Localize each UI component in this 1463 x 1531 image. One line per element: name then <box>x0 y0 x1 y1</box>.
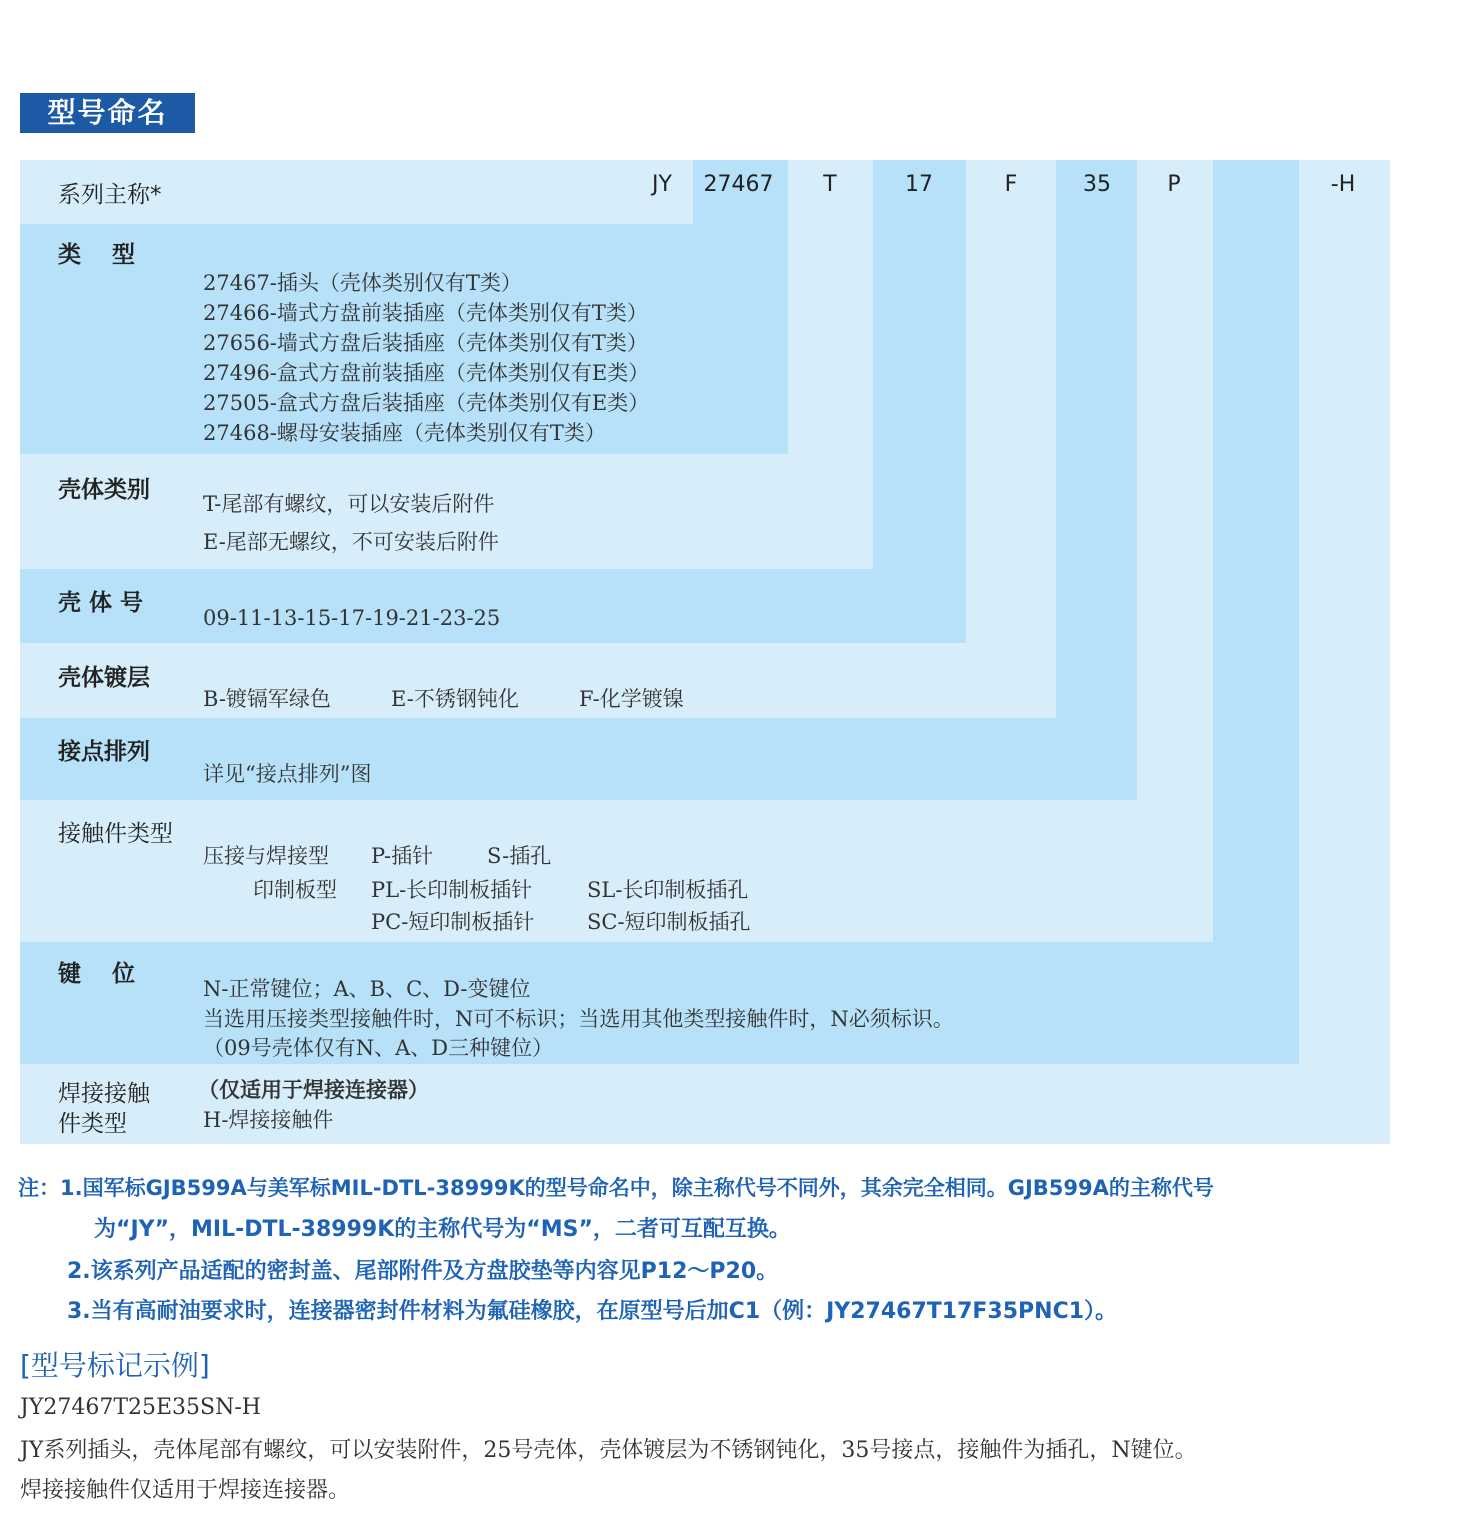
type-line: 27505-盒式方盘后装插座（壳体类别仅有E类） <box>203 391 650 415</box>
contact-option: PL-长印制板插针 <box>371 878 533 902</box>
code-type: 27467 <box>703 172 774 197</box>
solder-line: （仅适用于焊接连接器） <box>198 1078 429 1102</box>
type-line: 27467-插头（壳体类别仅有T类） <box>203 271 522 295</box>
contact-option: PC-短印制板插针 <box>371 910 535 934</box>
contact-label: 压接与焊接型 <box>203 844 329 868</box>
shell-class-line: T-尾部有螺纹，可以安装后附件 <box>203 492 495 516</box>
contact-option: SC-短印制板插孔 <box>587 910 751 934</box>
section-arrangement <box>20 718 1137 800</box>
shell-class-line: E-尾部无螺纹，不可安装后附件 <box>203 530 499 554</box>
strip-key <box>1213 224 1299 942</box>
contact-option: SL-长印制板插孔 <box>587 878 749 902</box>
code-solder: -H <box>1330 172 1356 197</box>
page-title: 型号命名 <box>20 93 195 133</box>
note-line: 2.该系列产品适配的密封盖、尾部附件及方盘胶垫等内容见P12～P20。 <box>67 1259 779 1284</box>
section-plating <box>20 643 1056 718</box>
contact-option: S-插孔 <box>487 844 552 868</box>
type-line: 27656-墙式方盘后装插座（壳体类别仅有T类） <box>203 331 648 355</box>
strip-contact <box>1137 224 1213 800</box>
note-line: 3.当有高耐油要求时，连接器密封件材料为氟硅橡胶，在原型号后加C1（例：JY27467T17F35PNC1）。 <box>67 1299 1118 1324</box>
strip-arrangement <box>1056 224 1137 718</box>
code-arrangement: 35 <box>1083 172 1111 197</box>
shell-size-heading: 壳 体 号 <box>58 590 144 616</box>
strip-solder <box>1299 224 1390 1064</box>
key-heading: 键 位 <box>58 961 136 987</box>
solder-heading: 件类型 <box>58 1111 127 1137</box>
type-line: 27496-盒式方盘前装插座（壳体类别仅有E类） <box>203 361 650 385</box>
strip-shell-class <box>788 224 873 454</box>
strip-shell-size <box>873 224 966 569</box>
key-line: （09号壳体仅有N、A、D三种键位） <box>203 1036 554 1060</box>
contact-option: P-插针 <box>371 844 434 868</box>
shell-class-heading: 壳体类别 <box>58 477 150 503</box>
shell-size-line: 09-11-13-15-17-19-21-23-25 <box>203 606 501 630</box>
type-line: 27466-墙式方盘前装插座（壳体类别仅有T类） <box>203 301 648 325</box>
example-title: [型号标记示例] <box>20 1349 210 1382</box>
code-contact: P <box>1167 172 1181 197</box>
arrangement-line: 详见“接点排列”图 <box>203 762 372 786</box>
plating-heading: 壳体镀层 <box>58 665 150 691</box>
header-band-key <box>1213 160 1299 224</box>
strip-plating <box>966 224 1056 643</box>
contact-label: 印制板型 <box>253 878 337 902</box>
code-shell-class: T <box>823 172 837 197</box>
code-jy: JY <box>652 172 672 197</box>
example-description: JY系列插头，壳体尾部有螺纹，可以安装附件，25号壳体，壳体镀层为不锈钢钝化，35号接点，接触件为插孔，N键位。 <box>20 1438 1197 1463</box>
arrangement-heading: 接点排列 <box>58 739 150 765</box>
note-line: 注：1.国军标GJB599A与美军标MIL-DTL-38999K的型号命名中，除主称代号不同外，其余完全相同。GJB599A的主称代号 <box>18 1176 1214 1200</box>
plating-item: B-镀镉军绿色 <box>203 687 331 711</box>
code-shell-size: 17 <box>905 172 933 197</box>
type-heading: 类 型 <box>58 242 136 268</box>
code-plating: F <box>1004 172 1018 197</box>
example-description: 焊接接触件仅适用于焊接连接器。 <box>20 1478 351 1503</box>
type-line: 27468-螺母安装插座（壳体类别仅有T类） <box>203 421 606 445</box>
key-line: 当选用压接类型接触件时，N可不标识；当选用其他类型接触件时，N必须标识。 <box>203 1007 954 1031</box>
solder-heading: 焊接接触 <box>58 1081 150 1107</box>
plating-item: E-不锈钢钝化 <box>391 687 519 711</box>
example-code: JY27467T25E35SN-H <box>20 1395 261 1420</box>
series-label: 系列主称* <box>58 182 162 208</box>
solder-line: H-焊接接触件 <box>203 1108 334 1132</box>
contact-type-heading: 接触件类型 <box>58 821 173 847</box>
note-line: 为“JY”，MIL-DTL-38999K的主称代号为“MS”，二者可互配互换。 <box>94 1217 791 1242</box>
key-line: N-正常键位；A、B、C、D-变键位 <box>203 977 531 1001</box>
plating-item: F-化学镀镍 <box>579 687 684 711</box>
